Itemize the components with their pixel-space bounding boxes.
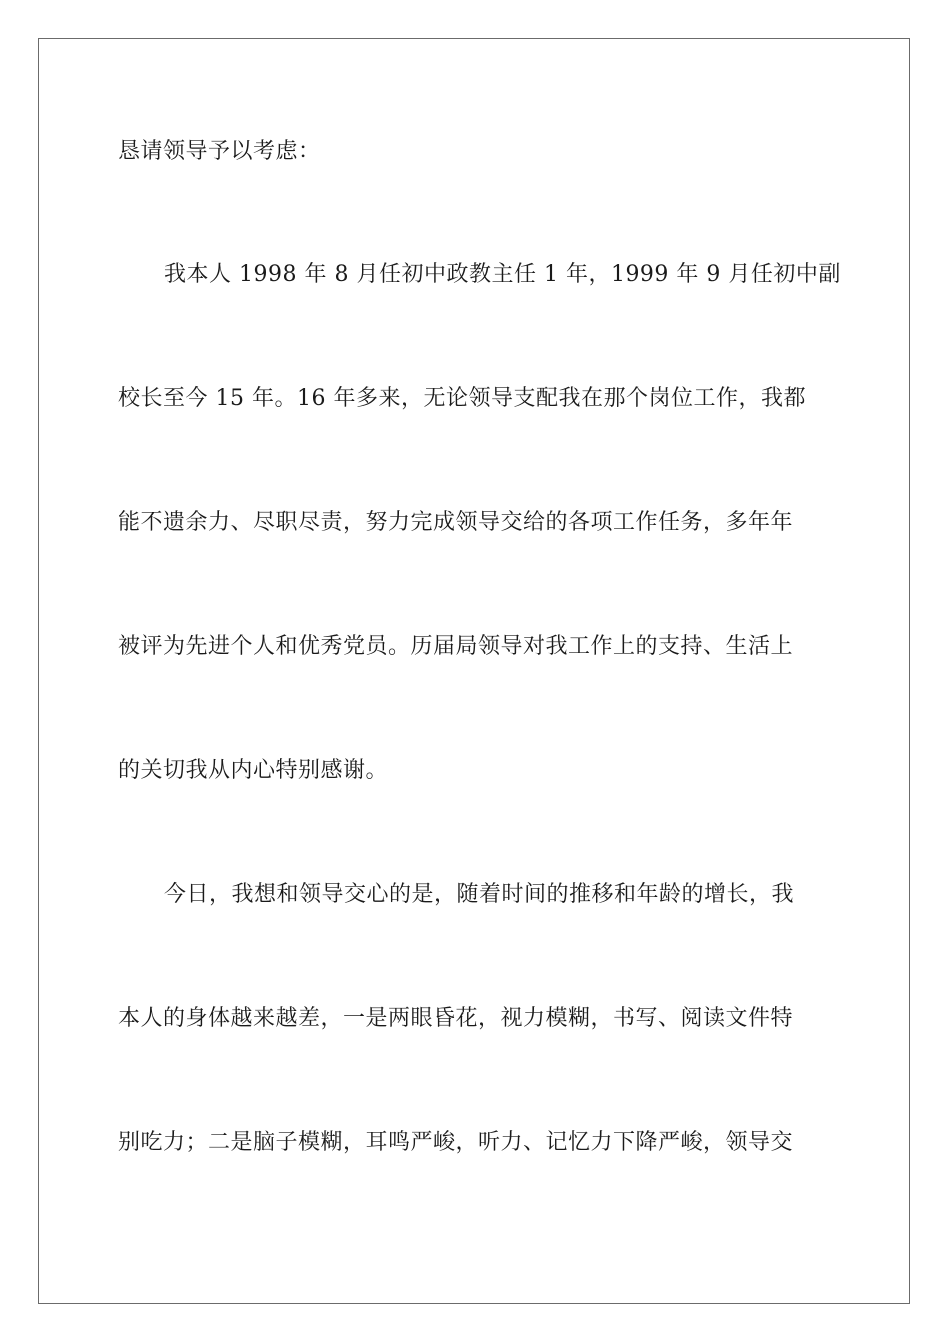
paragraph-first-line: 我本人 1998 年 8 月任初中政教主任 1 年，1999 年 9 月任初中副 bbox=[164, 262, 841, 287]
text-line: 别吃力；二是脑子模糊，耳鸣严峻，听力、记忆力下降严峻，领导交 bbox=[118, 1130, 794, 1155]
text-line: 能不遗余力、尽职尽责，努力完成领导交给的各项工作任务，多年年 bbox=[118, 510, 794, 535]
paragraph-first-line: 今日，我想和领导交心的是，随着时间的推移和年龄的增长，我 bbox=[164, 882, 795, 907]
page-border bbox=[38, 38, 910, 1304]
text-line: 校长至今 15 年。16 年多来，无论领导支配我在那个岗位工作，我都 bbox=[118, 386, 806, 411]
text-line: 恳请领导予以考虑： bbox=[118, 139, 321, 164]
text-line: 被评为先进个人和优秀党员。历届局领导对我工作上的支持、生活上 bbox=[118, 634, 794, 659]
text-line: 的关切我从内心特别感谢。 bbox=[118, 758, 389, 783]
text-line: 本人的身体越来越差，一是两眼昏花，视力模糊，书写、阅读文件特 bbox=[118, 1006, 794, 1031]
